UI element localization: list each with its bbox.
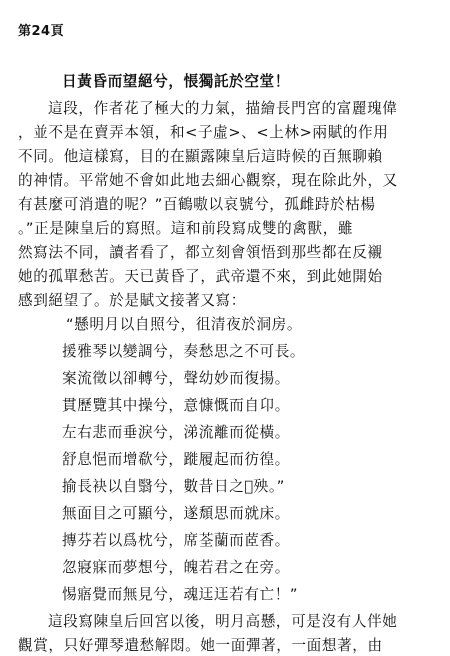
- paragraph-line: 的神情。平常她不會如此地去細心觀察，現在除此外，又: [18, 172, 398, 189]
- paragraph-line: 這段，作者花了極大的力氣，描繪長門宮的富麗瑰偉: [48, 100, 398, 117]
- verse-line: 揄長袂以自翳兮，數昔日之𠎝殃。”: [62, 478, 285, 495]
- paragraph-line: 感到絕望了。於是賦文接著又寫：: [18, 292, 246, 309]
- verse-line: 摶芬若以爲枕兮，席荃蘭而茝香。: [62, 532, 290, 549]
- paragraph-line: ，並不是在賣弄本領，和<子虛>、<上林>兩賦的作用: [18, 124, 389, 141]
- paragraph-line: 這段寫陳皇后回宮以後，明月高懸，可是沒有人伴她: [48, 613, 398, 630]
- paragraph-line: 觀賞，只好彈琴遣愁解悶。她一面彈著，一面想著，由: [18, 637, 383, 654]
- paragraph-line: 有甚麼可消遣的呢？”百鶴嗷以哀號兮，孤雌跱於枯楊: [18, 196, 376, 213]
- paragraph-line: 不同。他這樣寫，目的在顯露陳皇后這時候的百無聊賴: [18, 148, 383, 165]
- verse-line: 貫歷覽其中操兮，意慷慨而自卬。: [62, 397, 290, 414]
- verse-line: 案流徵以卻轉兮，聲幼妙而復揚。: [62, 370, 290, 387]
- paragraph-line: 她的孤單愁苦。天已黃昏了，武帝還不來，到此她開始: [18, 268, 383, 285]
- verse-line: 惕寤覺而無見兮，魂迋迋若有亡！”: [62, 586, 299, 603]
- verse-line: 左右悲而垂淚兮，涕流離而從橫。: [62, 424, 290, 441]
- verse-line: 無面目之可顯兮，遂頹思而就床。: [62, 505, 290, 522]
- page-number: 第24頁: [18, 24, 65, 39]
- quoted-verse-line: 日黃昏而望絕兮，悵獨託於空堂！: [62, 73, 290, 90]
- verse-line: 忽寢寐而夢想兮，魄若君之在旁。: [62, 559, 290, 576]
- verse-line: 舒息悒而增欷兮，蹝履起而彷徨。: [62, 451, 290, 468]
- verse-line: “懸明月以自照兮，徂清夜於洞房。: [66, 316, 303, 333]
- paragraph-line: 。”正是陳皇后的寫照。這和前段寫成雙的禽獸，雖: [18, 220, 354, 237]
- verse-line: 援雅琴以變調兮，奏愁思之不可長。: [62, 343, 306, 360]
- paragraph-line: 然寫法不同，讀者看了，都立刻會領悟到那些都在反襯: [18, 244, 383, 261]
